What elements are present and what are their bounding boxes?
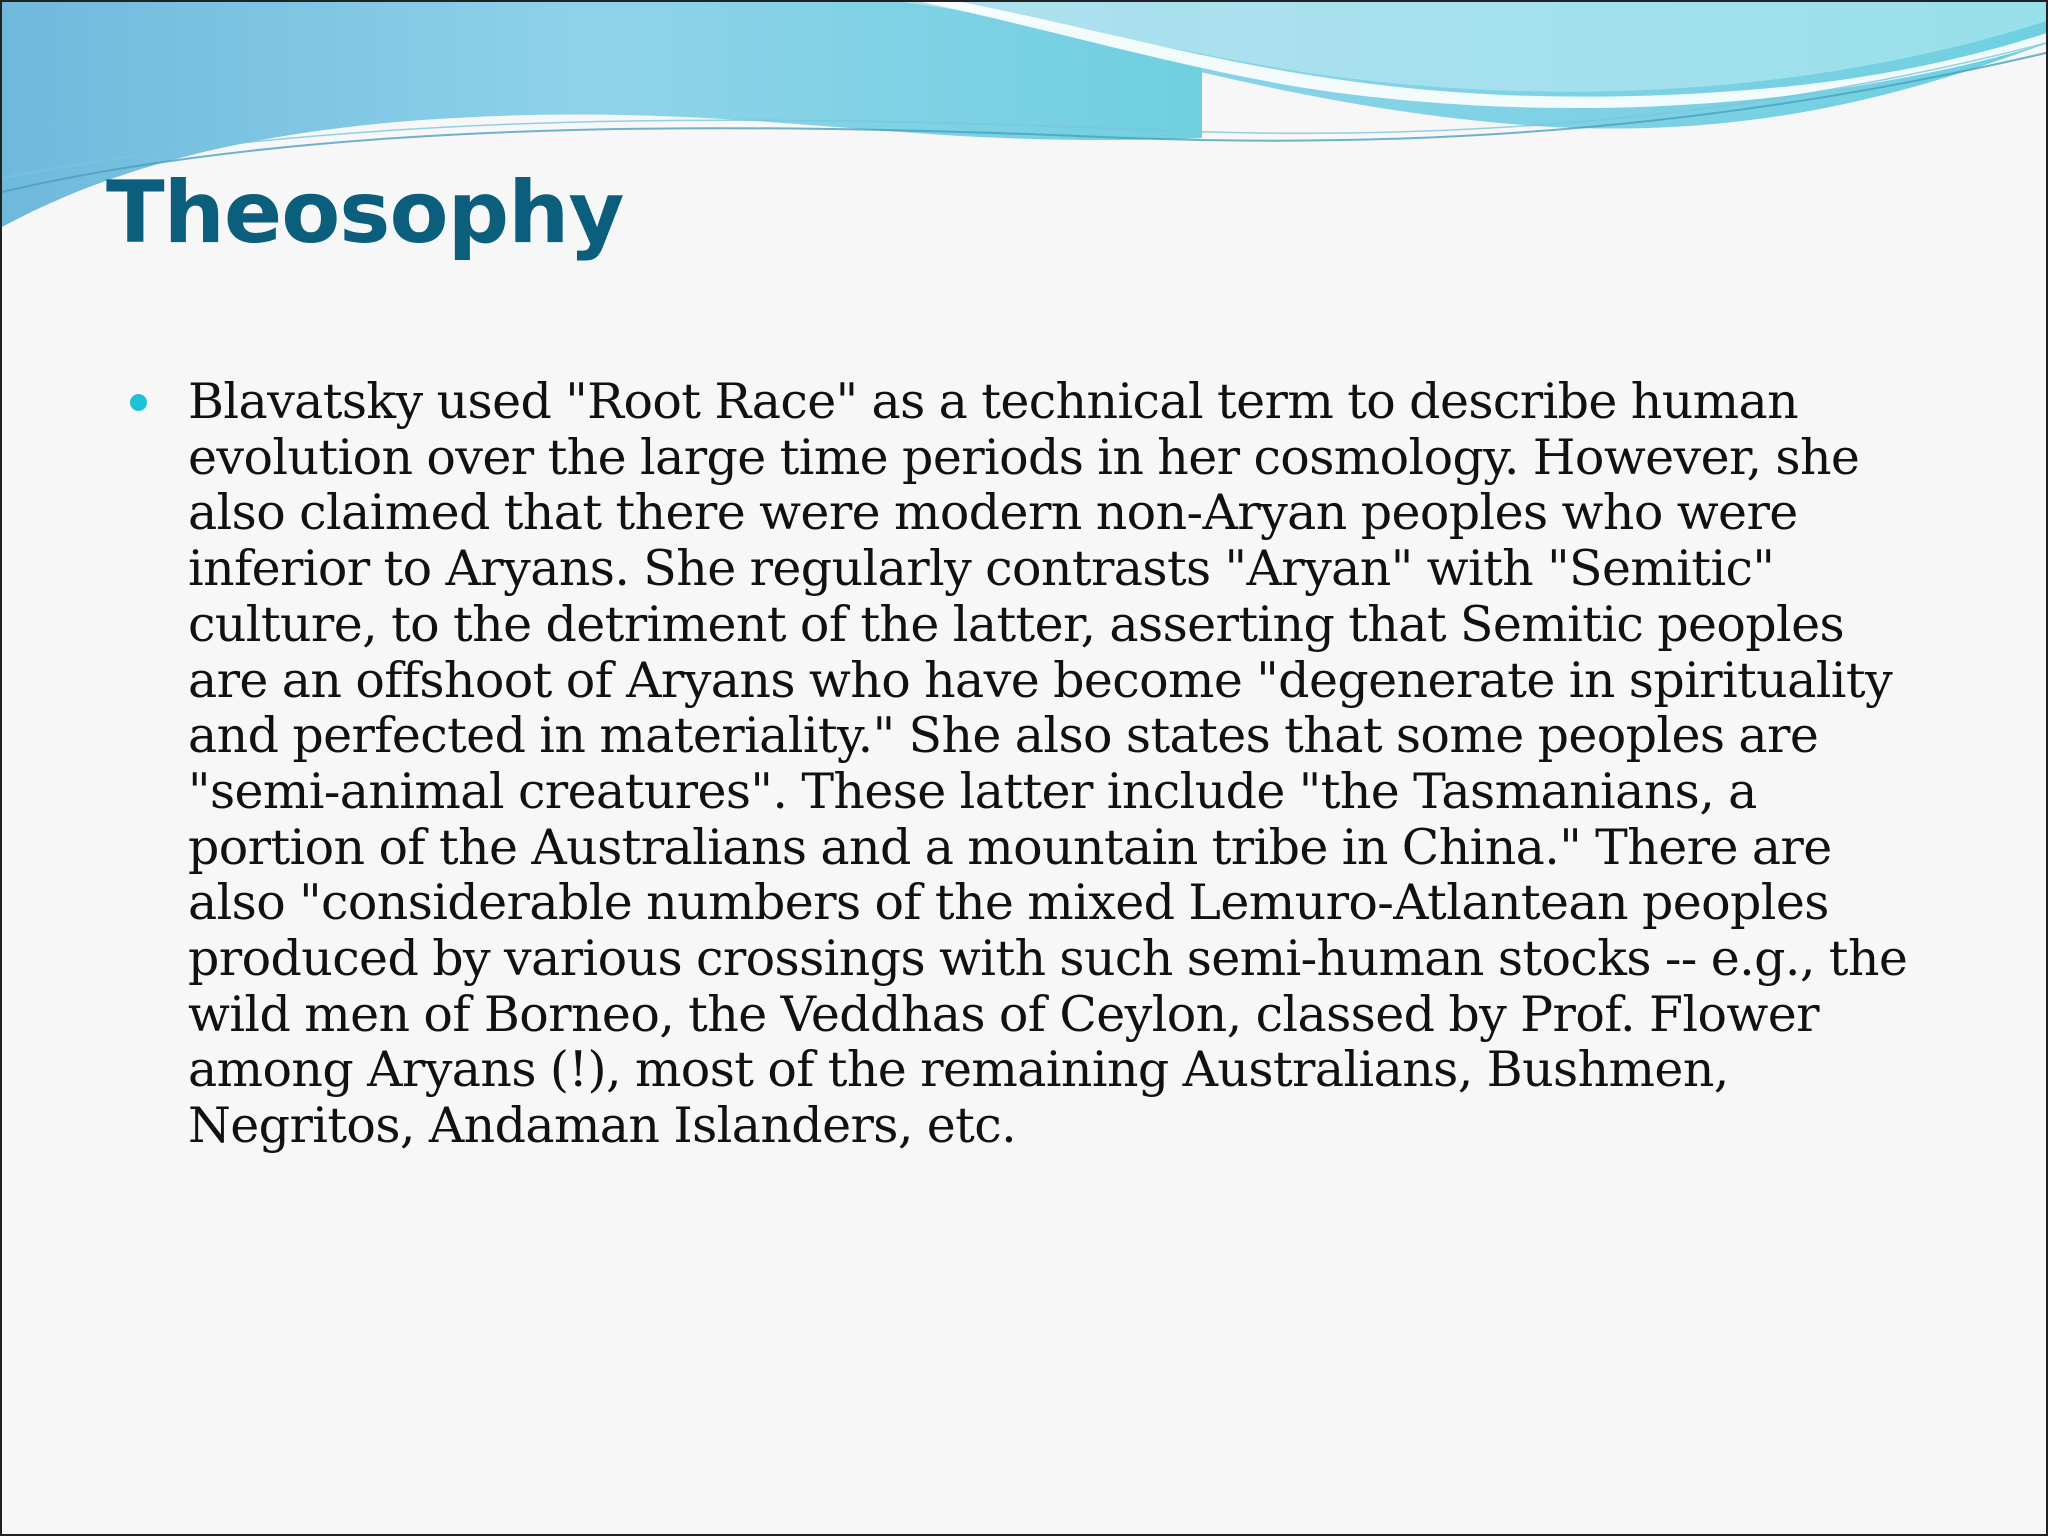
slide-title: Theosophy (106, 163, 624, 263)
bullet-text: Blavatsky used "Root Race" as a technical term to describe human evolution over the large time periods in her cosmology. However, she also claimed that there were modern non-Aryan peoples who were inferior to Aryans. She regularly contrasts "Aryan" with "Semitic" culture, to the detriment of the latter, asserting that Semitic peoples are an offshoot of Aryans who have become "degenerate in spirituality and perfected in materiality." She also states that some peoples are "semi-animal creatures". These latter include "the Tasmanians, a portion of the Australians and a mountain tribe in China." There are also "considerable numbers of the mixed Lemuro-Atlantean peoples produced by various crossings with such semi-human stocks -- e.g., the wild men of Borneo, the Veddhas of Ceylon, classed by Prof. Flower among Aryans (!), most of the remaining Australians, Bushmen, Negritos, Andaman Islanders, etc. (188, 373, 1908, 1155)
bullet-dot-icon (130, 394, 147, 411)
bullet-item (122, 374, 1922, 1154)
slide-body (122, 374, 1922, 1154)
